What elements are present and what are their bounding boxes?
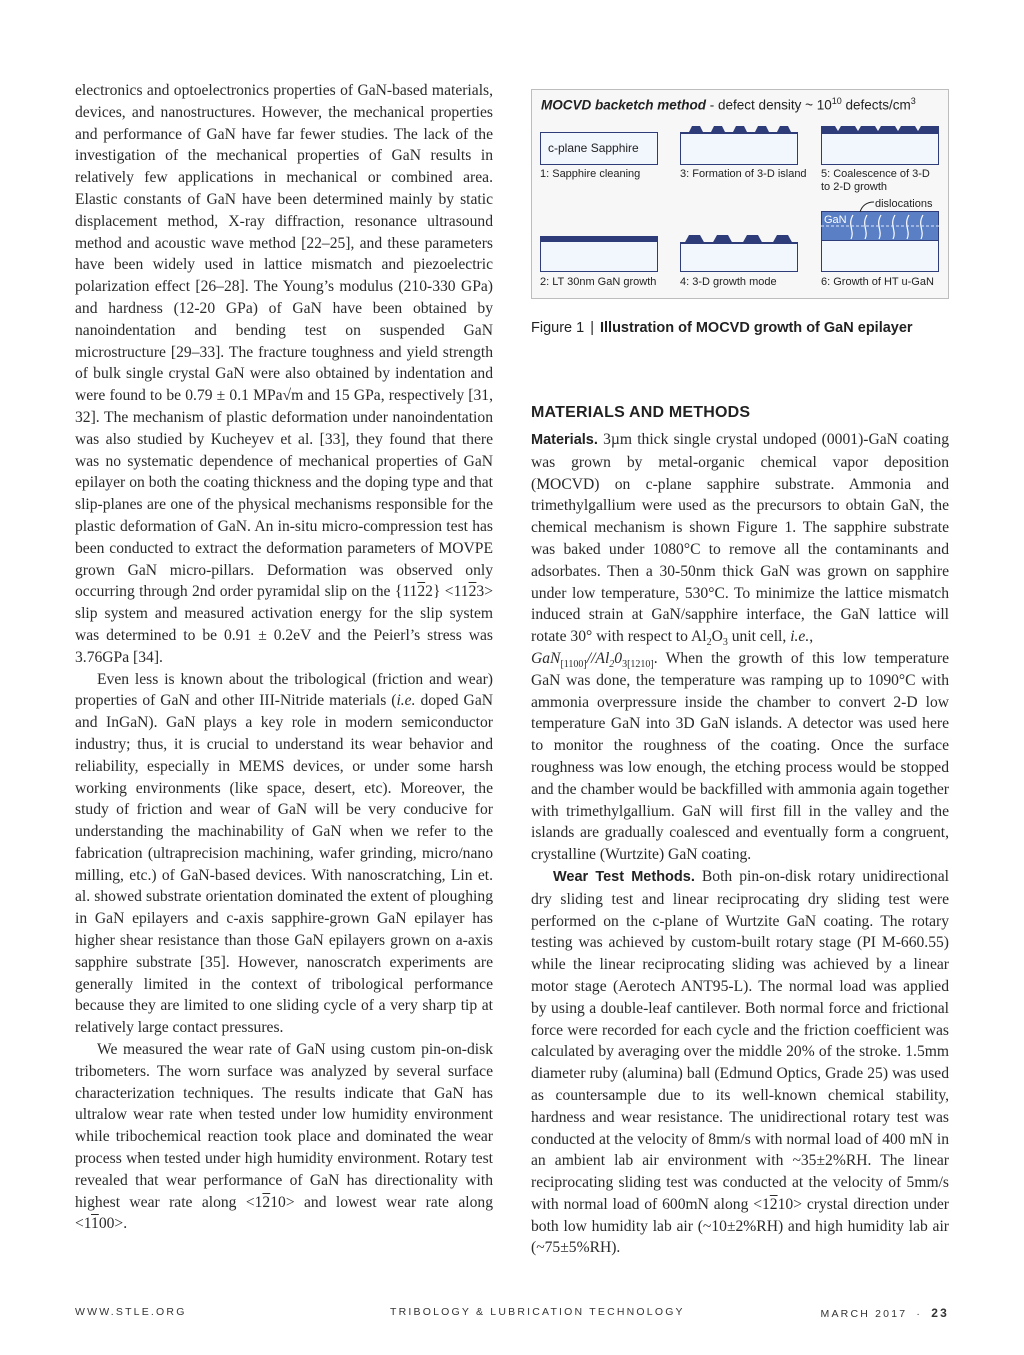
paragraph-wear-test: Wear Test Methods. Both pin-on-disk rotary unidirectional dry sliding test and linear reciprocating dry sliding test were performed on the c-plane of Wurtzite GaN coating. The rotary testing was achieved by custom-built rotary stage (PI M-660.55) while the linear reciprocating sliding was achieved by a linear motor stage (Aerotech ANT95-L). The normal load was applied by using a double-leaf cantilever. Both normal force and frictional force were recorded for each cycle and the friction coefficient was calculated by averaging over the middle 20% of the stroke. 1.5mm diameter ruby (alumina) ball (Edmund Optics, Grade 25) was used as countersample due to its well-known chemical stability, hardness and wear resistance. The unidirectional rotary test was conducted at the velocity of 8mm/s with normal load of 400 mN in an ambient lab air environment with ~35±2%RH. The linear reciprocating sliding test was conducted at the velocity of 5mm/s with normal load of 600mN along <1210> crystal direction under both low humidity lab air (~10±2%RH) and high humidity lab air (~75±5%RH). <box>531 867 949 1257</box>
paragraph-tribology: Even less is known about the tribological (friction and wear) properties of GaN and other III-Nitride materials (i.e. doped GaN and InGaN). GaN plays a key role in modern semiconductor industry; thus, it is crucial to understand its wear behavior and reliability, especially in MEMS devices, or under some harsh working environments (like space, desert, etc). Moreover, the study of friction and wear of GaN will be very conducive for understanding the machinability of GaN when we refer to the fabrication (ultraprecision machining, wafer grinding, micro/nano milling, etc.) of GaN-based devices. With nanoscratching, Lin et. al. showed substrate orientation dominated the extent of ploughing in GaN epilayers and c-axis sapphire-grown GaN epilayer has higher shear resistance than those GaN epilayers grown on a-axis sapphire substrate [35]. However, nanoscratch experiments are generally limited in the context of tribological performance because they are limited to one sliding cycle of a very sharp tip at relatively large contact pressures. <box>75 670 493 1037</box>
figure-title: MOCVD backetch method - defect density ~ $10^{10}$ defects/$cm^3$ <box>541 96 916 113</box>
step-1-caption: 1: Sapphire cleaning <box>540 168 641 180</box>
footer-journal: TRIBOLOGY & LUBRICATION TECHNOLOGY <box>390 1306 685 1318</box>
panel-3d-growth <box>680 242 798 272</box>
right-column <box>531 429 949 1259</box>
footer-date: MARCH 2017 · 23 <box>820 1306 949 1320</box>
step-6-caption: 6: Growth of HT u-GaN <box>821 276 934 288</box>
islands-large <box>680 230 798 244</box>
paragraph-wear-rate: We measured the wear rate of GaN using custom pin-on-disk tribometers. The worn surface was analyzed by several surface characterization techniques. The results indicate that GaN has ultralow wear rate when tested under low humidity environment while tribochemical reaction took place and dominated the wear process when tested under high humidity environment. Rotary test revealed that wear performance of GaN has directionality with highest wear rate along <1210> and lowest wear rate along <1100>. <box>75 1041 493 1233</box>
figure-caption: Figure 1 | Illustration of MOCVD growth of GaN epilayer <box>531 320 913 336</box>
step-4-caption: 4: 3-D growth mode <box>680 276 777 288</box>
figure-1 <box>531 89 949 299</box>
step-5-caption: 5: Coalescence of 3-D to 2-D growth <box>821 168 930 193</box>
dislocations-label: dislocations <box>875 198 933 210</box>
gan-label: GaN <box>824 214 847 226</box>
coalesced-layer <box>821 124 939 134</box>
step-2-caption: 2: LT 30nm GaN growth <box>540 276 657 288</box>
islands-small <box>680 124 798 134</box>
panel-sapphire-cleaning <box>540 132 658 165</box>
page-number: 23 <box>931 1306 949 1320</box>
left-column <box>75 80 493 1235</box>
footer <box>75 1306 949 1324</box>
panel-lt-gan <box>540 236 658 272</box>
panel-coalescence <box>821 132 939 165</box>
dislocation-arrow-icon <box>856 198 876 214</box>
sapphire-label: c-plane Sapphire <box>548 141 639 155</box>
paragraph-intro: electronics and optoelectronics properties of GaN-based materials, devices, and nanostructures. However, the mechanical properties and performance of GaN have far fewer studies. The lack of the investigation of the mechanical properties of GaN results in relatively few applications in mechanical or combined area. Elastic constants of GaN have been determined mainly by static displacement method, X-ray diffraction, resonance ultrasound method and acoustic wave method [22–25], and these parameters have been widely used in lattice mismatch and piezoelectric polarization effect [26–28]. The Young’s modulus (210-330 GPa) and hardness (12-20 GPa) of GaN have been obtained by nanoindentation and bending test on suspended GaN microstructure [29–33]. The fracture toughness and yield strength of bulk single crystal GaN were also obtained by indentation and were found to be 0.79 ± 0.1 MPa√m and 15 GPa, respectively [31, 32]. The mechanism of plastic deformation under nanoindentation was also studied by Kucheyev et al. [33], they found that there was no systematic dependence of mechanical properties of GaN epilayer on both the coating thickness and the doping type and that slip-planes are one of the physical mechanisms responsible for the plastic deformation of GaN. An in-situ micro-compression test has been conducted to extract the deformation parameters of MOVPE grown GaN micro-pillars. Deformation was observed only occurring through 2nd order pyramidal slip on the {1122} <1123> slip system and measured activation energy for the slip system was determined to be 0.91 ± 0.2eV and the Peierl’s stress was 3.76GPa [34]. <box>75 82 493 666</box>
step-3-caption: 3: Formation of 3-D island <box>680 168 807 180</box>
footer-site-link[interactable]: WWW.STLE.ORG <box>75 1306 187 1318</box>
panel-3d-island <box>680 132 798 165</box>
section-heading: MATERIALS AND METHODS <box>531 404 751 421</box>
paragraph-materials: Materials. 3µm thick single crystal undoped (0001)-GaN coating was grown by metal-organic chemical vapor deposition (MOCVD) on c-plane sapphire substrate. Ammonia and trimethylgallium were used as the precursors to obtain GaN, the chemical mechanism is shown Figure 1. The sapphire substrate was baked under 1080°C to remove all the contaminants and adsorbates. Then a 30-50nm thick GaN was grown on sapphire under low temperature, 530°C. To minimize the lattice mismatch induced strain at GaN/sapphire interface, the GaN lattice will rotate 30° with respect to $Al_2O_3$ unit cell, i.e., $GaN_{[1100]}//Al_20_{3[1210]}$. When the growth of this low temperature GaN was done, the temperature was ramping up to 1090°C with ammonia overpressure inside the chamber to convert 2-D low temperature GaN into 3D GaN islands. A detector was used here to monitor the roughness of the coating. Once the surface roughness was low enough, the etching process would be stopped and the chamber would be backfilled with ammonia again together with trimethylgallium. GaN will first fill in the valley and the islands are gradually coalesced and eventually form a congruent, crystalline (Wurtzite) GaN coating. <box>531 431 949 864</box>
